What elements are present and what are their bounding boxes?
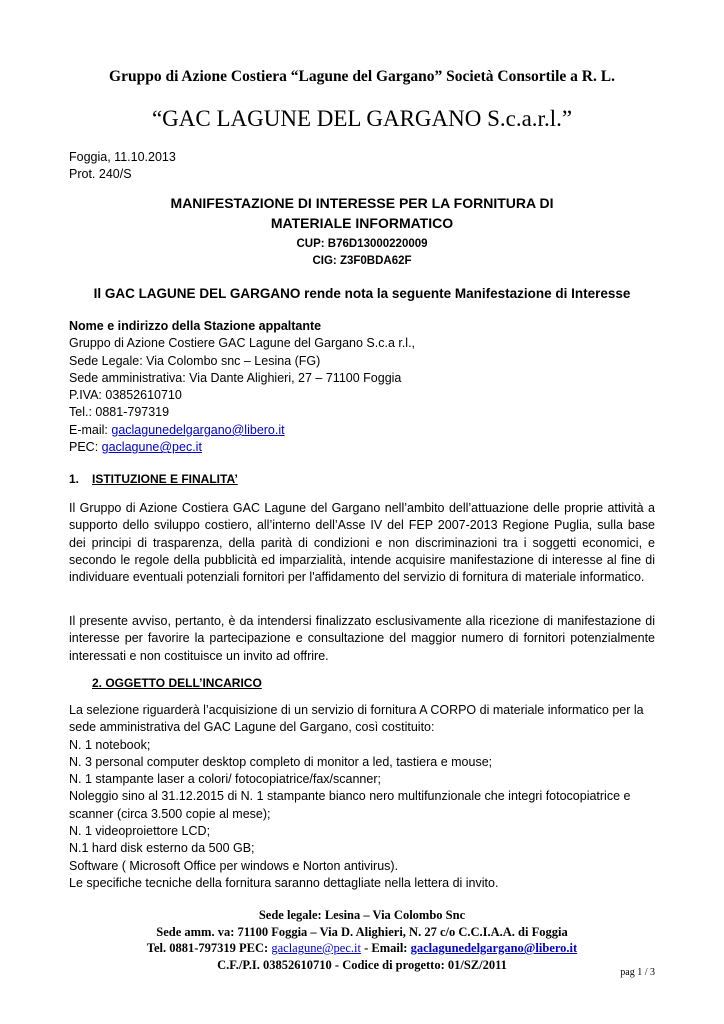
protocol-number: Prot. 240/S xyxy=(69,167,132,181)
footer-tel: Tel. 0881-797319 PEC: xyxy=(146,941,272,955)
station-line: Gruppo di Azione Costiere GAC Lagune del Gargano S.c.a r.l., xyxy=(69,336,416,351)
footer-line-4: C.F./P.I. 03852610710 - Codice di progetto: 01/SZ/2011 xyxy=(217,957,507,972)
supply-item: N. 1 videoproiettore LCD; xyxy=(69,824,211,839)
title-line-2: MATERIALE INFORMATICO xyxy=(270,215,454,231)
codes-block xyxy=(0,236,724,270)
document-title xyxy=(0,193,724,233)
section-2-body xyxy=(69,702,655,892)
supply-item: N. 3 personal computer desktop completo di monitor a led, tastiera e mouse; xyxy=(69,754,493,769)
organization-line: Gruppo di Azione Costiera “Lagune del Gargano” Società Consortile a R. L. xyxy=(109,68,615,85)
pec-label: PEC: xyxy=(69,440,102,455)
supply-item: Le specifiche tecniche della fornitura saranno dettagliate nella lettera di invito. xyxy=(69,875,499,890)
footer-email-link[interactable]: gaclagunedelgargano@libero.it xyxy=(410,941,578,955)
page-number: pag 1 / 3 xyxy=(620,967,655,978)
supply-item: N.1 hard disk esterno da 500 GB; xyxy=(69,841,255,856)
supply-item: Software ( Microsoft Office per windows e Norton antivirus). xyxy=(69,858,399,873)
contracting-station xyxy=(69,318,415,456)
cup-code: CUP: B76D13000220009 xyxy=(296,238,428,250)
document-date: Foggia, 11.10.2013 xyxy=(69,150,176,164)
footer-line-1: Sede legale: Lesina – Via Colombo Snc xyxy=(258,908,466,922)
section-2-heading: 2. OGGETTO DELL’INCARICO xyxy=(92,676,262,690)
date-block xyxy=(69,149,176,183)
section-2-intro: La selezione riguarderà l’acquisizione di un servizio di fornitura A CORPO di materiale informatico per la sede amministrativa del GAC Lagune del Gargano, così costituito: xyxy=(69,703,644,735)
supply-item: N. 1 stampante laser a colori/ fotocopiatrice/fax/scanner; xyxy=(69,772,381,787)
station-pec-row xyxy=(69,439,415,456)
section-1-paragraph-1: Il Gruppo di Azione Costiera GAC Lagune del Gargano nell’ambito dell’attuazione delle proprie attività a supporto dello sviluppo costiero, all’interno dell’Asse IV del FEP 2007-2013 Regione Puglia, sulla base dei principi di trasparenza, della parità di condizioni e non discriminazioni tra i soggetti economici, e secondo le regole della pubblicità ed imparzialità, intende acquisire manifestazione di interesse al fine di individuare eventuali potenziali fornitori per l'affidamento del servizio di fornitura di materiale informatico. xyxy=(69,501,655,585)
footer-email-label: - Email: xyxy=(360,941,411,955)
section-1-number: 1. xyxy=(69,472,80,486)
section-1-heading: ISTITUZIONE E FINALITA’ xyxy=(92,472,238,486)
section-1-paragraph-2: Il presente avviso, pertanto, è da intendersi finalizzato esclusivamente alla ricezione di manifestazione di interesse per favorire la partecipazione e consultazione del maggior numero di fornitori potenzialmente interessati e non costituisce un invito ad offrire. xyxy=(69,614,655,663)
email-label: E-mail: xyxy=(69,422,112,437)
station-email-row xyxy=(69,422,415,439)
footer-line-2: Sede amm. va: 71100 Foggia – Via D. Alighieri, N. 27 c/o C.C.I.A.A. di Foggia xyxy=(156,924,568,939)
announcement: Il GAC LAGUNE DEL GARGANO rende nota la seguente Manifestazione di Interesse xyxy=(93,286,631,301)
station-title: Nome e indirizzo della Stazione appaltante xyxy=(69,319,322,333)
email-link[interactable]: gaclagunedelgargano@libero.it xyxy=(111,422,285,437)
footer-line-3 xyxy=(0,940,724,957)
station-line: Tel.: 0881-797319 xyxy=(69,405,170,420)
station-line: P.IVA: 03852610710 xyxy=(69,388,182,403)
station-line: Sede amministrativa: Via Dante Alighieri, 27 – 71100 Foggia xyxy=(69,370,402,385)
cig-code: CIG: Z3F0BDA62F xyxy=(312,255,412,267)
supply-item: N. 1 notebook; xyxy=(69,737,151,752)
page-footer xyxy=(0,907,724,973)
supply-item: Noleggio sino al 31.12.2015 di N. 1 stampante bianco nero multifunzionale che integri fotocopiatrice e scanner (circa 3.500 copie al mese); xyxy=(69,789,631,821)
pec-link[interactable]: gaclagune@pec.it xyxy=(101,440,202,455)
footer-pec-link[interactable]: gaclagune@pec.it xyxy=(271,941,361,955)
station-line: Sede Legale: Via Colombo snc – Lesina (FG) xyxy=(69,353,321,368)
title-line-1: MANIFESTAZIONE DI INTERESSE PER LA FORNITURA DI xyxy=(170,195,554,211)
organization-title: “GAC LAGUNE DEL GARGANO S.c.a.r.l.” xyxy=(151,106,573,131)
